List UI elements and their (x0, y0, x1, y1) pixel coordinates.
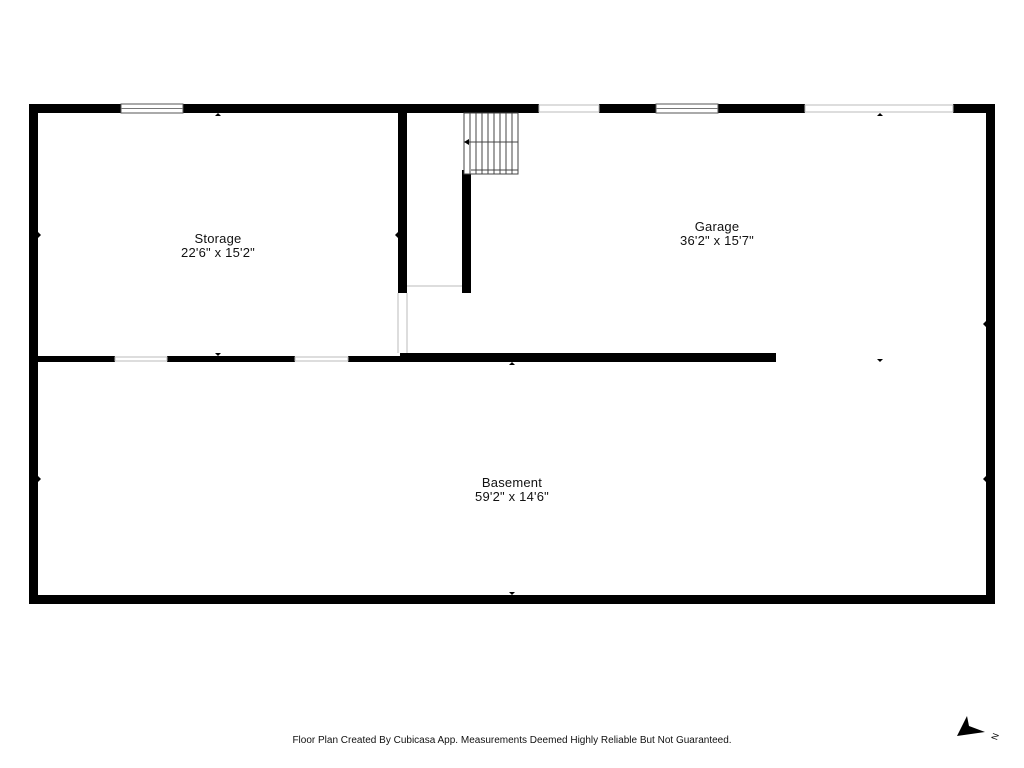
opening-top-center (539, 105, 599, 112)
footer-disclaimer: Floor Plan Created By Cubicasa App. Measurements Deemed Highly Reliable But Not Guaranteed. (292, 735, 732, 746)
wall-garage-bottom (400, 353, 776, 362)
garage-door-opening (805, 105, 953, 112)
room-dimensions-garage: 36'2" x 15'7" (680, 233, 754, 248)
stairs (464, 113, 518, 174)
wall-stair-right (462, 170, 471, 293)
room-dimensions-basement: 59'2" x 14'6" (475, 489, 549, 504)
wall-top-mid2 (599, 104, 656, 113)
wall-right (986, 104, 995, 604)
room-dimensions-storage: 22'6" x 15'2" (181, 245, 255, 260)
wall-top-left (29, 104, 121, 113)
wall-storage-bottom-c (348, 356, 400, 362)
wall-storage-right (398, 113, 407, 293)
wall-top-right (718, 104, 805, 113)
doorway-storage-1 (115, 357, 167, 361)
compass-north-label: N (989, 731, 1001, 742)
room-label-basement (412, 476, 612, 504)
wall-bottom (29, 595, 995, 604)
wall-storage-bottom-a (38, 356, 115, 362)
room-name-garage: Garage (694, 219, 740, 234)
room-name-storage: Storage (194, 231, 242, 246)
wall-storage-bottom-b (167, 356, 295, 362)
wall-left (29, 104, 38, 604)
doorway-storage-2 (295, 357, 348, 361)
wall-top-mid (183, 104, 539, 113)
room-label-storage (118, 232, 318, 260)
room-name-basement: Basement (481, 475, 543, 490)
doorways (115, 286, 462, 361)
north-arrow-icon (955, 714, 1005, 744)
room-label-garage (617, 220, 817, 248)
